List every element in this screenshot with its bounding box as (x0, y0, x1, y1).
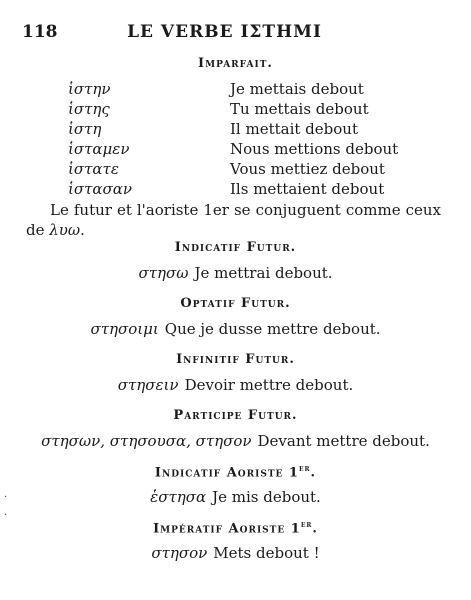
greek-form: ἱστης (68, 100, 110, 118)
greek-form: ἱσταμεν (68, 140, 130, 158)
title-main: Indicatif Aoriste 1 (154, 465, 299, 481)
example-line (0, 376, 471, 394)
greek-form: ἱστασαν (68, 180, 133, 198)
title-end: . (310, 465, 317, 481)
conjugation-row (0, 140, 471, 160)
greek-form: ἱστη (68, 120, 102, 138)
french-translation: Il mettait debout (230, 120, 358, 138)
french-translation: Devoir mettre debout. (184, 376, 354, 394)
note-text: Le futur et l'aoriste 1er se conjuguent comme ceux de (26, 201, 441, 239)
example-line (0, 544, 471, 562)
note-greek: λυω (49, 221, 81, 239)
french-translation: Que je dusse mettre debout. (164, 320, 381, 338)
french-translation: Tu mettais debout (230, 100, 369, 118)
example-line (0, 432, 471, 450)
note-end: . (80, 221, 85, 239)
conjugation-row (0, 180, 471, 200)
french-translation: Nous mettions debout (230, 140, 399, 158)
margin-speck: · (4, 510, 8, 521)
french-translation: Mets debout ! (213, 544, 320, 562)
section-title-optatif-futur: Optatif Futur. (180, 296, 291, 311)
french-translation: Vous mettiez debout (230, 160, 385, 178)
section-title-infinitif-futur: Infinitif Futur. (176, 352, 295, 367)
imperfect-title: Imparfait. (198, 56, 273, 71)
french-translation: Devant mettre debout. (257, 432, 430, 450)
margin-speck: · (4, 492, 8, 503)
french-translation: Je mettrai debout. (194, 264, 333, 282)
title-main: Impératif Aoriste 1 (153, 521, 301, 537)
conjugation-row (0, 120, 471, 140)
section-title-indicatif-aoriste (0, 464, 471, 480)
note-paragraph (26, 200, 441, 240)
title-superscript: er (300, 520, 313, 530)
conjugation-row (0, 160, 471, 180)
page-number: 118 (22, 22, 58, 42)
example-line (0, 320, 471, 338)
greek-form: στησειν (117, 376, 179, 394)
page-header (22, 22, 427, 46)
conjugation-row (0, 100, 471, 120)
french-translation: Je mis debout. (212, 488, 321, 506)
greek-form: στησω (138, 264, 189, 282)
section-title-indicatif-futur: Indicatif Futur. (174, 240, 297, 255)
running-title: LE VERBE ΙΣΤΗΜΙ (127, 22, 322, 42)
greek-form: ἱστατε (68, 160, 119, 178)
french-translation: Je mettais debout (230, 80, 364, 98)
section-title-participe-futur: Participe Futur. (173, 408, 298, 423)
conjugation-row (0, 80, 471, 100)
greek-form: στησοιμι (90, 320, 159, 338)
french-translation: Ils mettaient debout (230, 180, 385, 198)
example-line (0, 264, 471, 282)
title-superscript: er (298, 464, 311, 474)
greek-form: στησων, στησουσα, στησον (41, 432, 252, 450)
greek-form: ἱστην (68, 80, 111, 98)
greek-form: στησον (151, 544, 208, 562)
title-end: . (312, 521, 318, 537)
greek-form: ἑστησα (150, 488, 207, 506)
section-title-imperatif-aoriste (0, 520, 471, 536)
example-line (0, 488, 471, 506)
